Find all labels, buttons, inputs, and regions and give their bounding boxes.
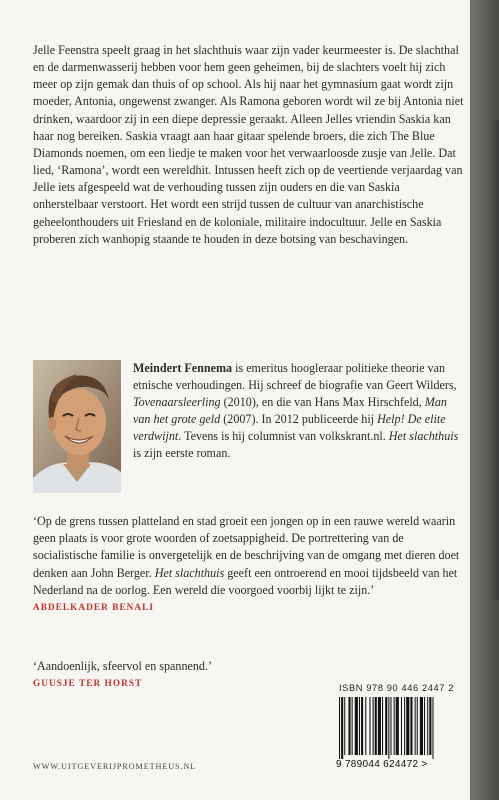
barcode-bar [339, 697, 340, 759]
author-name: Meindert Fennema [133, 361, 233, 375]
barcode-bar [352, 697, 353, 755]
barcode-bar [432, 697, 433, 759]
barcode-bar [369, 697, 370, 755]
quote-1-text-a: ‘Op de grens tussen platteland en stad groeit een jongen op in een rauwe wereld waarin geen plaats is voor grote woorden of zoetsappigheid. De portrettering van de socialistische familie is onvergetelijk en de beschrijving van de omgang met dieren doet denken aan John Berger. [33, 514, 460, 580]
isbn-label: ISBN 978 90 446 2447 2 [339, 683, 455, 693]
bio-book-1: Tovenaarsleerling [133, 395, 221, 410]
bio-text-5: is zijn eerste roman. [133, 446, 231, 461]
spine-shadow-strip [488, 120, 499, 600]
barcode-bar [410, 697, 412, 755]
barcode-bar [341, 697, 343, 759]
barcode-bar [375, 697, 377, 755]
barcode-bar [420, 697, 423, 755]
bio-book-2: Man van het grote geld [133, 395, 447, 427]
barcode-bar [378, 697, 381, 755]
barcode-bar [394, 697, 395, 755]
author-bio [133, 360, 466, 463]
barcode-bar [396, 697, 399, 755]
barcode-bar [344, 697, 345, 755]
review-quote-1 [33, 513, 465, 599]
bio-text-2: (2010), en die van Hans Max Hirschfeld, [220, 395, 425, 410]
quote-2-attribution: GUUSJE TER HORST [33, 678, 143, 688]
isbn-barcode [337, 697, 465, 759]
barcode-digits: 9 789044 624472 > [336, 759, 428, 770]
quote-1-attribution: ABDELKADER BENALI [33, 602, 155, 612]
barcode-bar [359, 697, 360, 755]
quote-1-title: Het slachthuis [154, 565, 225, 580]
review-quote-2: ‘Aandoenlijk, sfeervol en spannend.’ [33, 659, 212, 673]
barcode-bar [401, 697, 402, 755]
barcode-bar [385, 697, 387, 755]
quote-1-text-b: geeft een ontroerend en mooi tijdsbeeld van het Nederland na de oorlog. Een wereld die voorgoed voorbij lijkt te zijn.’ [33, 565, 458, 597]
barcode-bar [404, 697, 405, 755]
barcode-bar [365, 697, 366, 755]
barcode-bar [355, 697, 358, 755]
book-blurb: Jelle Feenstra speelt graag in het slachthuis waar zijn vader keurmeester is. De slachthal en de darmenwasserij hebben voor hem geen geheimen, bij de slachters voelt hij zich meer op zijn gemak dan thuis of op school. Als hij naar het gymnasium gaat wordt zijn moeder, Antonia, ongewenst zwanger. Als Ramona geboren wordt wil ze bij Antonia niet drinken, waardoor zij in een diepe depressie geraakt. Alleen Jelles vriendin Saskia kan haar nog bereiken. Saskia vraagt aan haar gitaar spelende broers, die zich The Blue Diamonds noemen, om een liedje te maken voor het verwaarloosde zusje van Jelle. Dat lied, ‘Ramona’, wordt een wereldhit. Intussen heeft zich op de veertiende verjaardag van Jelle iets afgespeeld wat de verhouding tussen zijn ouders en die van Saskia onherstelbaar verstoort. Het wordt een strijd tussen de cultuur van anarchistische geheelonthouders uit Friesland en de koloniale, militaire indocultuur. Jelle en Saskia proberen zich wanhopig staande te houden in deze botsing van beschavingen. [33, 43, 464, 246]
publisher-website: WWW.UITGEVERIJPROMETHEUS.NL [33, 762, 197, 771]
bio-text-4: . Tevens is hij columnist van volkskrant.nl. [178, 429, 389, 444]
author-photo [33, 360, 121, 493]
bio-text-3: (2007). In 2012 publiceerde hij [220, 412, 378, 427]
barcode-bar [424, 697, 425, 755]
bio-book-4: Het slachthuis [388, 429, 459, 444]
bio-text-1: is emeritus hoogleraar politieke theorie van etnische verhoudingen. Hij schreef de biografie van Geert Wilders, [133, 361, 457, 393]
barcode-bar [415, 697, 416, 755]
barcode-bar [361, 697, 363, 755]
barcode-bar [427, 697, 428, 755]
bio-book-3: Help! De elite verdwijnt [133, 412, 446, 444]
barcode-bar [388, 697, 389, 759]
barcode-bar [348, 697, 350, 755]
barcode-bar [390, 697, 391, 755]
author-portrait-image [33, 360, 121, 493]
barcode-bar [406, 697, 409, 755]
barcode-bar [429, 697, 431, 755]
barcode-bar [373, 697, 374, 755]
barcode-bar [382, 697, 383, 755]
barcode-bar [417, 697, 418, 755]
